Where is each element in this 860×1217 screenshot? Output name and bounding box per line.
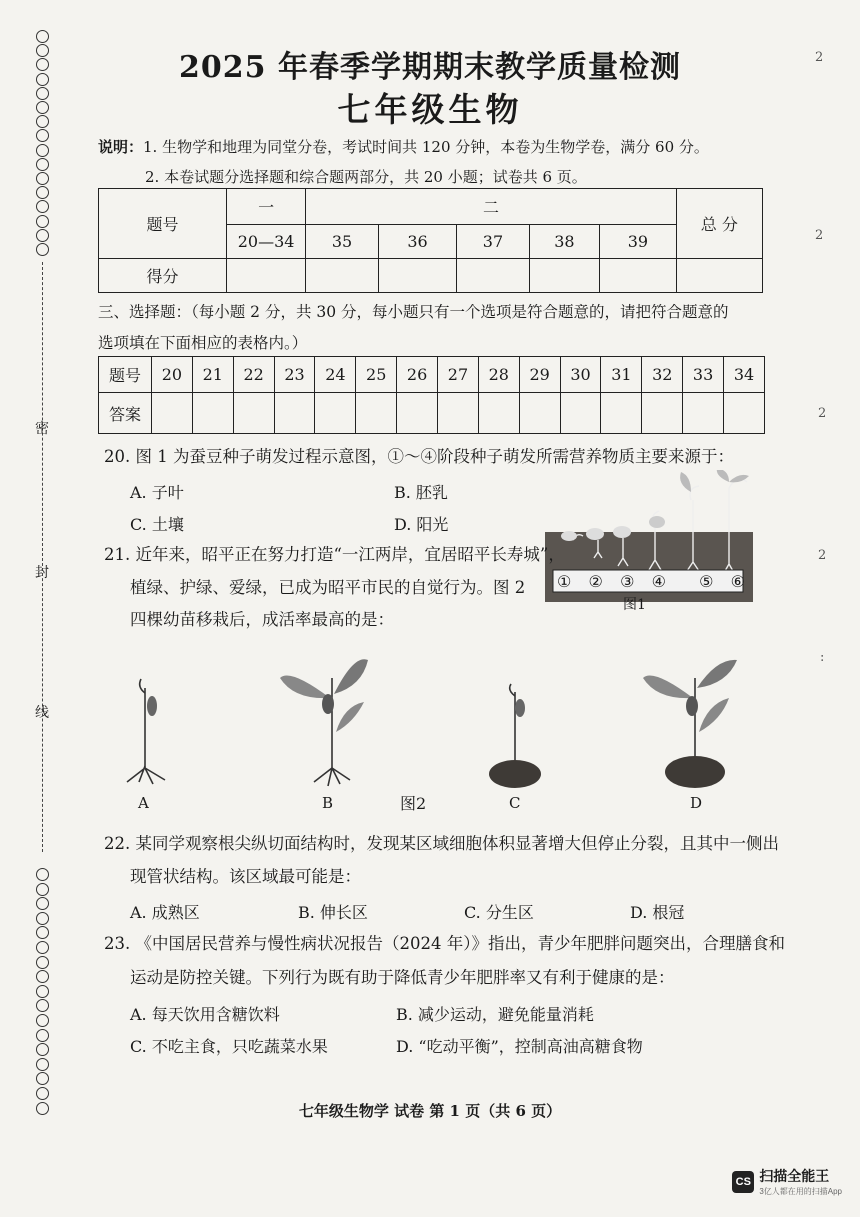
score-table-part1: 一 <box>226 189 305 225</box>
scanner-watermark <box>732 1166 842 1197</box>
q23-line2: 运动是防控关键。下列行为既有助于降低青少年肥胖率又有利于健康的是： <box>130 968 675 987</box>
binding-hole <box>36 941 49 954</box>
answer-cell[interactable] <box>438 393 479 434</box>
answer-cell[interactable] <box>356 393 397 434</box>
stage-label: ⑤ <box>699 572 714 591</box>
q23-option-d: D. “吃动平衡”，控制高油高糖食物 <box>396 1037 643 1056</box>
stage-label: ④ <box>651 572 666 591</box>
binding-hole <box>36 172 49 185</box>
answer-cell[interactable] <box>683 393 724 434</box>
score-row-label: 得分 <box>99 259 227 293</box>
score-cell[interactable] <box>529 259 600 293</box>
margin-mark: 2 <box>818 548 827 563</box>
answer-table-number-label: 题号 <box>99 357 152 393</box>
notes-line1 <box>98 136 709 157</box>
answer-cell[interactable] <box>478 393 519 434</box>
binding-char-feng: 封 <box>35 565 49 581</box>
binding-char-mi: 密 <box>35 421 49 437</box>
score-cell[interactable] <box>378 259 456 293</box>
answer-table-number: 34 <box>724 357 765 393</box>
answer-cell[interactable] <box>519 393 560 434</box>
answer-table-number: 24 <box>315 357 356 393</box>
scanner-logo-icon: CS <box>732 1171 754 1193</box>
score-cell[interactable] <box>676 259 762 293</box>
binding-hole <box>36 1072 49 1085</box>
stage-label: ② <box>588 572 603 591</box>
stage-label: ③ <box>620 572 635 591</box>
binding-hole <box>36 912 49 925</box>
binding-hole <box>36 970 49 983</box>
q21-line2: 植绿、护绿、爱绿，已成为昭平市民的自觉行为。图 2 <box>130 578 526 597</box>
figure1-caption: 图1 <box>623 597 646 613</box>
answer-table-number: 28 <box>478 357 519 393</box>
answer-cell[interactable] <box>642 393 683 434</box>
binding-hole <box>36 883 49 896</box>
binding-hole <box>36 1014 49 1027</box>
binding-char-xian: 线 <box>35 705 49 721</box>
exam-subject: 七年级生物 <box>337 90 523 129</box>
figure2-label-c: C <box>509 794 521 812</box>
binding-hole <box>36 999 49 1012</box>
answer-table-number: 29 <box>519 357 560 393</box>
figure2-seedlings <box>100 648 780 818</box>
binding-dashed-line <box>42 262 43 852</box>
score-col: 20—34 <box>226 225 305 259</box>
score-col: 38 <box>529 225 600 259</box>
score-cell[interactable] <box>226 259 305 293</box>
binding-hole <box>36 897 49 910</box>
q20-stem: 20. 图 1 为蚕豆种子萌发过程示意图，①～④阶段种子萌发所需营养物质主要来源于： <box>104 447 734 466</box>
notes-line2: 2. 本卷试题分选择题和综合题两部分，共 20 小题；试卷共 6 页。 <box>145 168 587 186</box>
q22-option-a: A. 成熟区 <box>130 903 200 922</box>
answer-table-number: 25 <box>356 357 397 393</box>
margin-mark: 2 <box>815 228 824 243</box>
stage-label: ① <box>557 572 572 591</box>
answer-table-number: 31 <box>601 357 642 393</box>
q23-line1: 23. 《中国居民营养与慢性病状况报告（2024 年）》指出，青少年肥胖问题突出，合理膳食和 <box>104 934 785 953</box>
scanner-name: 扫描全能王 <box>759 1168 830 1184</box>
q22-line2: 现管状结构。该区域最可能是： <box>130 867 361 886</box>
q20-option-c: C. 土壤 <box>130 515 184 534</box>
answer-table-number: 23 <box>274 357 315 393</box>
q22-option-b: B. 伸长区 <box>298 903 368 922</box>
answer-table-number: 30 <box>560 357 601 393</box>
binding-hole <box>36 186 49 199</box>
binding-hole <box>36 243 49 256</box>
binding-hole <box>36 158 49 171</box>
answer-cell[interactable] <box>152 393 193 434</box>
q20-option-d: D. 阳光 <box>394 515 449 534</box>
q23-option-c: C. 不吃主食，只吃蔬菜水果 <box>130 1037 328 1056</box>
q23-option-a: A. 每天饮用含糖饮料 <box>130 1005 280 1024</box>
answer-table <box>98 356 765 434</box>
answer-cell[interactable] <box>397 393 438 434</box>
answer-cell[interactable] <box>233 393 274 434</box>
q21-line3: 四棵幼苗移栽后，成活率最高的是： <box>130 610 394 629</box>
binding-hole <box>36 200 49 213</box>
score-col: 39 <box>600 225 676 259</box>
notes-label: 说明： <box>98 138 144 156</box>
notes-text1: 1. 生物学和地理为同堂分卷，考试时间共 120 分钟，本卷为生物学卷，满分 60 分。 <box>143 138 709 156</box>
page-footer: 七年级生物学 试卷 第 1 页（共 6 页） <box>298 1102 562 1120</box>
answer-table-number: 21 <box>192 357 233 393</box>
answer-table-answer-label: 答案 <box>99 393 152 434</box>
answer-cell[interactable] <box>601 393 642 434</box>
binding-hole <box>36 956 49 969</box>
score-cell[interactable] <box>306 259 378 293</box>
margin-mark: : <box>820 650 825 665</box>
score-cell[interactable] <box>457 259 529 293</box>
margin-mark: 2 <box>818 406 827 421</box>
q21-line1: 21. 近年来，昭平正在努力打造“一江两岸，宜居昭平长寿城”， <box>104 545 565 564</box>
score-col: 36 <box>378 225 456 259</box>
figure2-label-d: D <box>690 794 703 812</box>
binding-hole <box>36 215 49 228</box>
binding-hole <box>36 985 49 998</box>
score-table <box>98 188 763 293</box>
answer-table-number: 27 <box>438 357 479 393</box>
score-col: 37 <box>457 225 529 259</box>
figure2-label-a: A <box>138 794 149 812</box>
q22-line1: 22. 某同学观察根尖纵切面结构时，发现某区域细胞体积显著增大但停止分裂，且其中一侧出 <box>104 834 779 853</box>
score-col: 35 <box>306 225 378 259</box>
binding-hole <box>36 1058 49 1071</box>
answer-table-number: 20 <box>152 357 193 393</box>
q22-option-d: D. 根冠 <box>630 903 685 922</box>
stage-label: ⑥ <box>730 572 745 591</box>
binding-hole <box>36 1029 49 1042</box>
figure1-stage-labels <box>557 572 745 591</box>
binding-hole <box>36 229 49 242</box>
score-table-header-label: 题号 <box>99 189 227 259</box>
figure2-label-b: B <box>322 794 334 812</box>
figure2-graphic <box>100 648 780 798</box>
score-table-total: 总 分 <box>676 189 762 259</box>
score-table-part2: 二 <box>306 189 676 225</box>
q22-option-c: C. 分生区 <box>464 903 534 922</box>
answer-table-number: 26 <box>397 357 438 393</box>
answer-table-number: 22 <box>233 357 274 393</box>
figure2-caption: 图2 <box>400 794 427 813</box>
q23-option-b: B. 减少运动，避免能量消耗 <box>396 1005 594 1024</box>
scanner-tagline: 3亿人都在用的扫描App <box>759 1187 842 1196</box>
answer-cell[interactable] <box>724 393 765 434</box>
binding-hole <box>36 1087 49 1100</box>
score-cell[interactable] <box>600 259 676 293</box>
binding-hole <box>36 926 49 939</box>
figure1-seed-germination <box>543 470 758 613</box>
section3-heading2: 选项填在下面相应的表格内。） <box>98 334 308 352</box>
answer-table-number: 33 <box>683 357 724 393</box>
answer-cell[interactable] <box>274 393 315 434</box>
answer-table-number: 32 <box>642 357 683 393</box>
binding-hole <box>36 868 49 881</box>
answer-cell[interactable] <box>192 393 233 434</box>
exam-title: 2025 年春季学期期末教学质量检测 <box>179 50 681 85</box>
binding-hole <box>36 144 49 157</box>
answer-cell[interactable] <box>315 393 356 434</box>
q20-option-b: B. 胚乳 <box>394 483 448 502</box>
q20-option-a: A. 子叶 <box>130 483 184 502</box>
margin-mark: 2 <box>815 50 824 65</box>
binding-hole <box>36 129 49 142</box>
answer-cell[interactable] <box>560 393 601 434</box>
binding-hole <box>36 1043 49 1056</box>
section3-heading: 三、选择题：（每小题 2 分，共 30 分，每小题只有一个选项是符合题意的，请把符合题意的 <box>98 303 729 321</box>
